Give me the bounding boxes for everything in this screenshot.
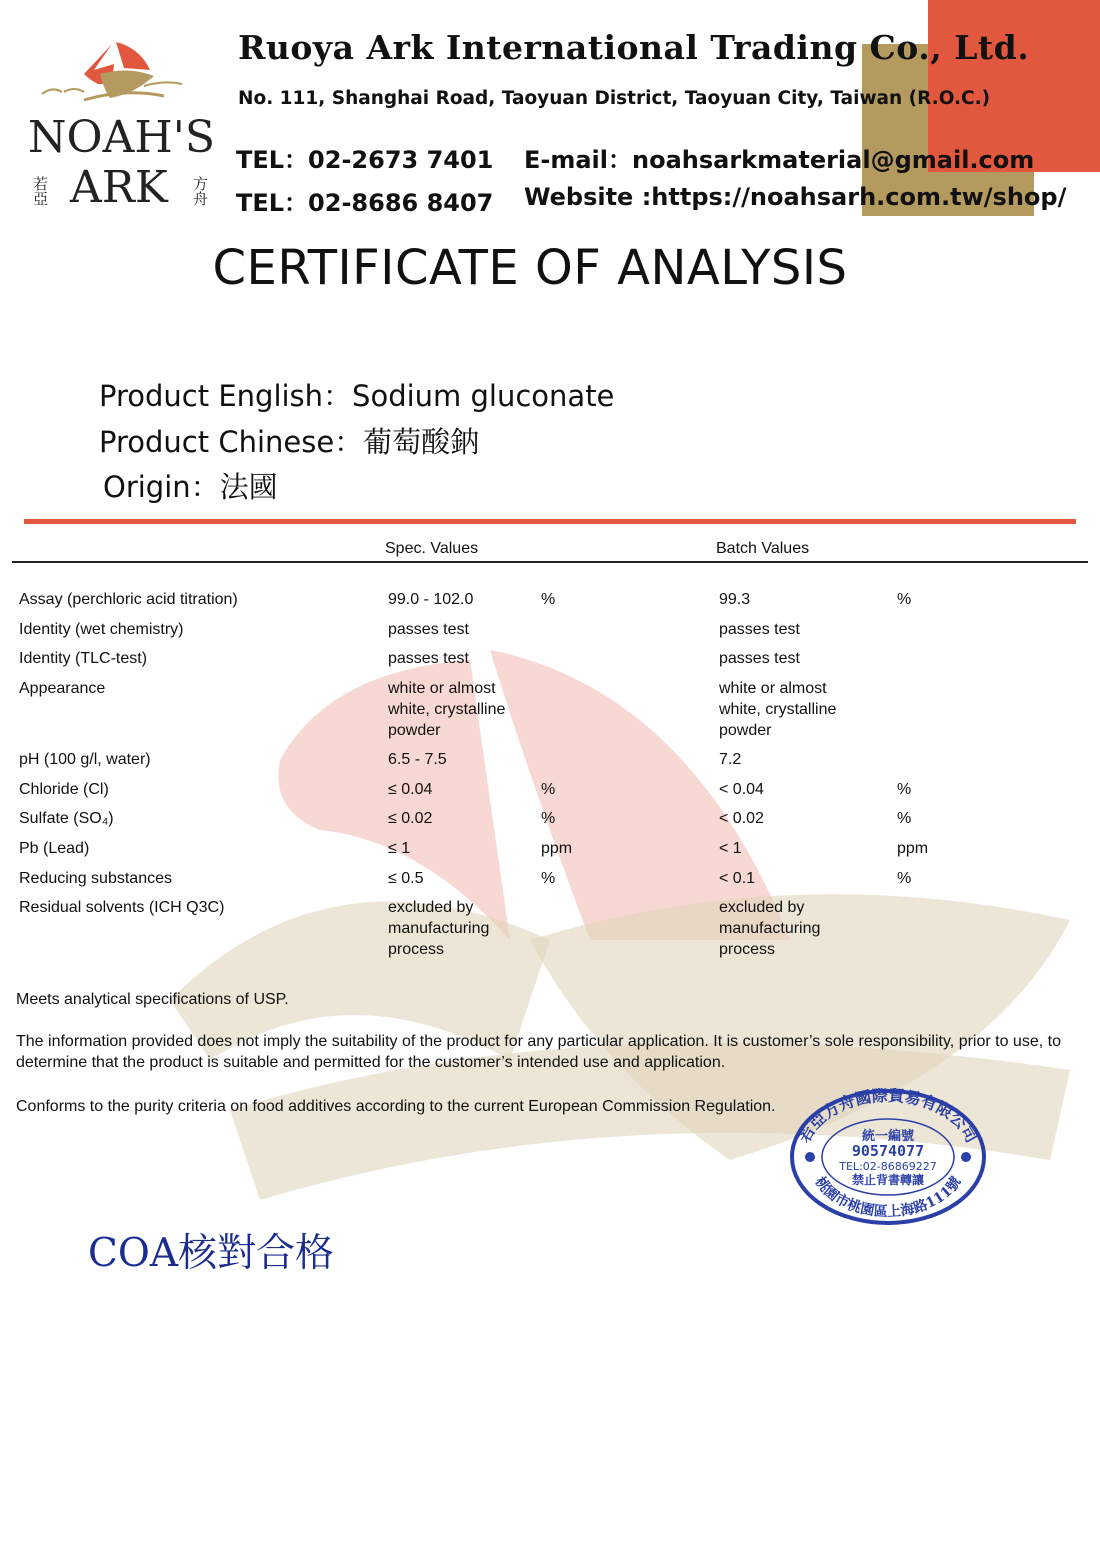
batch-value: excluded by manufacturing process [719,899,821,958]
company-address: No. 111, Shanghai Road, Taoyuan District, Taoyuan City, Taiwan (R.O.C.) [238,88,991,109]
batch-unit: ppm [897,840,929,857]
email-address[interactable]: E-mail：noahsarkmaterial@gmail.com [524,146,1035,174]
batch-value: white or almost white, crystalline powder [719,680,837,739]
company-seal-stamp [788,1088,988,1226]
svg-text:桃園市桃園區上海路111號: 桃園市桃園區上海路111號 [811,1174,965,1221]
batch-unit: % [897,870,912,887]
column-header-batch: Batch Values [716,540,810,557]
svg-text:禁止背書轉讓: 禁止背書轉讓 [851,1173,925,1187]
company-name: Ruoya Ark International Trading Co., Ltd. [238,28,1030,67]
parameter-name: Reducing substances [19,870,172,887]
document-title: CERTIFICATE OF ANALYSIS [212,240,848,296]
spec-value: 99.0 - 102.0 [388,591,474,608]
parameter-name: pH (100 g/l, water) [19,751,151,768]
batch-unit: % [897,591,912,608]
spec-value: passes test [388,650,469,667]
disclaimer-note: The information provided does not imply the suitability of the product for any particular application. It is customer’s sole responsibility, prior to use, to determine that the product is suitable and permitted for the customer’s intended use and application. [16,1033,1061,1071]
parameter-name: Identity (TLC-test) [19,650,148,667]
coa-approval-note: COA核對合格 [88,1231,334,1276]
parameter-name: Sulfate (SO₄) [19,810,114,827]
batch-value: < 0.04 [719,781,764,798]
phone-number-1: TEL：02-2673 7401 [236,146,494,174]
svg-text:若亞方舟國際貿易有限公司: 若亞方舟國際貿易有限公司 [794,1088,982,1146]
conformity-note: Conforms to the purity criteria on food additives according to the current European Commission Regulation. [16,1098,776,1115]
product-origin: Origin：法國 [103,470,278,504]
svg-text:方舟: 方舟 [191,176,209,206]
batch-value: < 1 [719,840,742,857]
spec-unit: % [541,810,556,827]
svg-text:90574077: 90574077 [851,1142,925,1160]
parameter-name: Identity (wet chemistry) [19,621,184,638]
batch-value: passes test [719,621,800,638]
phone-number-2: TEL：02-8686 8407 [236,189,494,217]
spec-value: white or almost white, crystalline powder [388,680,506,739]
batch-value: 7.2 [719,751,742,768]
batch-value: < 0.1 [719,870,756,887]
spec-value: passes test [388,621,469,638]
spec-value: 6.5 - 7.5 [388,751,447,768]
column-header-spec: Spec. Values [385,540,479,557]
parameter-name: Appearance [19,680,106,697]
batch-unit: % [897,781,912,798]
parameter-name: Chloride (Cl) [19,781,109,798]
spec-unit: % [541,591,556,608]
spec-value: ≤ 0.02 [388,810,433,827]
section-divider-red [24,519,1076,524]
batch-unit: % [897,810,912,827]
svg-text:NOAH'S: NOAH'S [28,112,215,163]
svg-text:ARK: ARK [70,162,168,210]
batch-value: passes test [719,650,800,667]
spec-unit: ppm [541,840,573,857]
parameter-name: Pb (Lead) [19,840,90,857]
parameter-name: Assay (perchloric acid titration) [19,591,238,608]
spec-unit: % [541,781,556,798]
company-logo [24,40,224,210]
table-header-rule [12,561,1088,563]
website-link[interactable]: Website :https://noahsarh.com.tw/shop/ [524,183,1067,211]
spec-value: ≤ 0.04 [388,781,433,798]
spec-value: ≤ 1 [388,840,411,857]
product-english: Product English：Sodium gluconate [99,379,615,413]
svg-text:統一編號: 統一編號 [861,1129,915,1144]
product-chinese: Product Chinese：葡萄酸鈉 [99,425,480,459]
spec-value: excluded by manufacturing process [388,899,490,958]
usp-note: Meets analytical specifications of USP. [16,991,289,1008]
batch-value: < 0.02 [719,810,764,827]
parameter-name: Residual solvents (ICH Q3C) [19,899,225,916]
svg-text:TEL:02-86869227: TEL:02-86869227 [839,1160,937,1173]
spec-unit: % [541,870,556,887]
spec-value: ≤ 0.5 [388,870,424,887]
svg-text:若亞: 若亞 [31,176,49,206]
ship-icon [42,42,182,100]
batch-value: 99.3 [719,591,751,608]
